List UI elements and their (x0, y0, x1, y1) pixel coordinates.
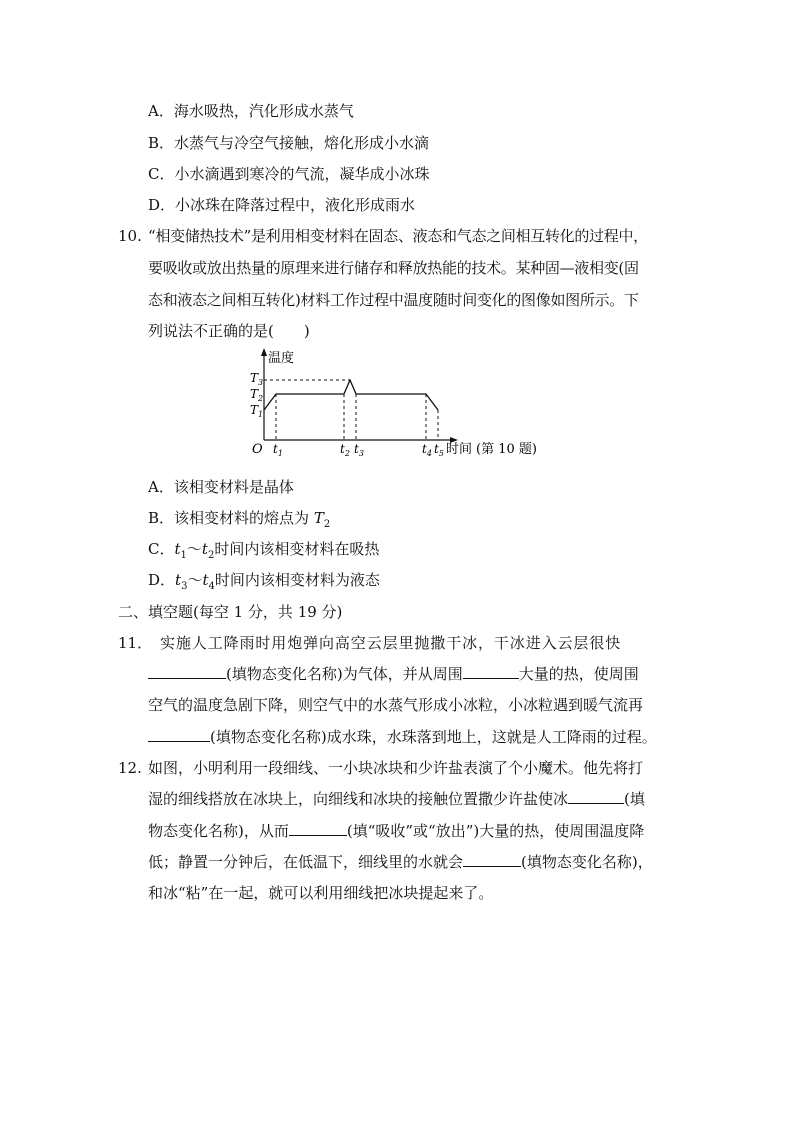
y-axis-label: 温度 (268, 351, 295, 366)
q11-number: 11． (118, 634, 153, 652)
q9-option-b: B．水蒸气与冷空气接触，熔化形成小水滴 (148, 134, 430, 152)
q10-option-d: D．$t_3\sim t_4$时间内该相变材料为液态 (148, 571, 380, 592)
q11-line1: 实施人工降雨时用炮弹向高空云层里抛撒干冰，干冰进入云层很快 (160, 634, 622, 652)
q10-text-line4: 列说法不正确的是( ) (148, 322, 310, 340)
q12-line3: 物态变化名称)，从而 (填“吸收”或“放出”)大量的热，使周围温度降 (148, 822, 645, 840)
ytick-t3: $T_3$ (250, 371, 264, 387)
q11-line2: (填物态变化名称)为气体，并从周围 大量的热，使周围 (148, 664, 639, 684)
q10-text-line1: “相变储热技术”是利用相变材料在固态、液态和气态之间相互转化的过程中， (148, 227, 648, 245)
temperature-curve (264, 380, 438, 410)
q12-blank-3[interactable] (463, 852, 521, 867)
ytick-t2: $T_2$ (250, 387, 264, 403)
figure-caption: (第 10 题) (476, 442, 537, 457)
ytick-t1: $T_1$ (250, 403, 264, 419)
q11-line3: 空气的温度急剧下降，则空气中的水蒸气形成小冰粒，小冰粒遇到暖气流再 (148, 696, 644, 714)
q12-line2: 湿的细线搭放在冰块上，向细线和冰块的接触位置撒少许盐使冰 (填 (148, 790, 645, 808)
q10-number: 10. (118, 227, 142, 245)
q9-option-c: C．小水滴遇到寒冷的气流，凝华成小冰珠 (148, 165, 430, 183)
q9-option-a: A．海水吸热，汽化形成水蒸气 (148, 102, 354, 120)
q10-option-c: C．$t_1\sim t_2$时间内该相变材料在吸热 (148, 540, 380, 561)
y-axis-arrow (261, 348, 267, 356)
section-title: 二、填空题(每空 1 分，共 19 分) (118, 603, 343, 621)
q11-line4: (填物态变化名称)成水珠，水珠落到地上，这就是人工降雨的过程。 (148, 727, 657, 747)
q9-option-d: D．小冰珠在降落过程中，液化形成雨水 (148, 196, 416, 214)
xtick-t2: $t_2$ (340, 442, 350, 458)
xtick-t4: $t_4$ (422, 442, 432, 458)
q12-number: 12. (118, 759, 142, 777)
xtick-t5: $t_5$ (434, 442, 444, 458)
q11-blank-3[interactable] (148, 727, 210, 742)
q11-blank-1[interactable] (148, 664, 226, 679)
xtick-t3: $t_3$ (354, 442, 364, 458)
temperature-time-graph (246, 346, 546, 466)
q12-line5: 和冰“粘”在一起，就可以利用细线把冰块提起来了。 (148, 884, 494, 902)
q10-text-line3: 态和液态之间相互转化)材料工作过程中温度随时间变化的图像如图所示。下 (148, 291, 639, 309)
q11-blank-2[interactable] (463, 664, 519, 679)
q12-blank-2[interactable] (289, 821, 347, 836)
q12-line4: 低；静置一分钟后，在低温下，细线里的水就会 (填物态变化名称)， (148, 853, 653, 871)
q10-option-a: A．该相变材料是晶体 (148, 478, 294, 496)
q12-blank-1[interactable] (568, 789, 624, 804)
q12-line1: 如图，小明利用一段细线、一小块冰块和少许盐表演了个小魔术。他先将打 (148, 759, 644, 777)
q10-option-b: B．该相变材料的熔点为 $T_2$ (148, 509, 331, 530)
origin-label: O (252, 442, 263, 457)
xtick-t1: $t_1$ (273, 442, 283, 458)
x-axis-label: 时间 (446, 442, 473, 457)
q10-text-line2: 要吸收或放出热量的原理来进行储存和释放热能的技术。某种固—液相变(固 (148, 259, 639, 277)
